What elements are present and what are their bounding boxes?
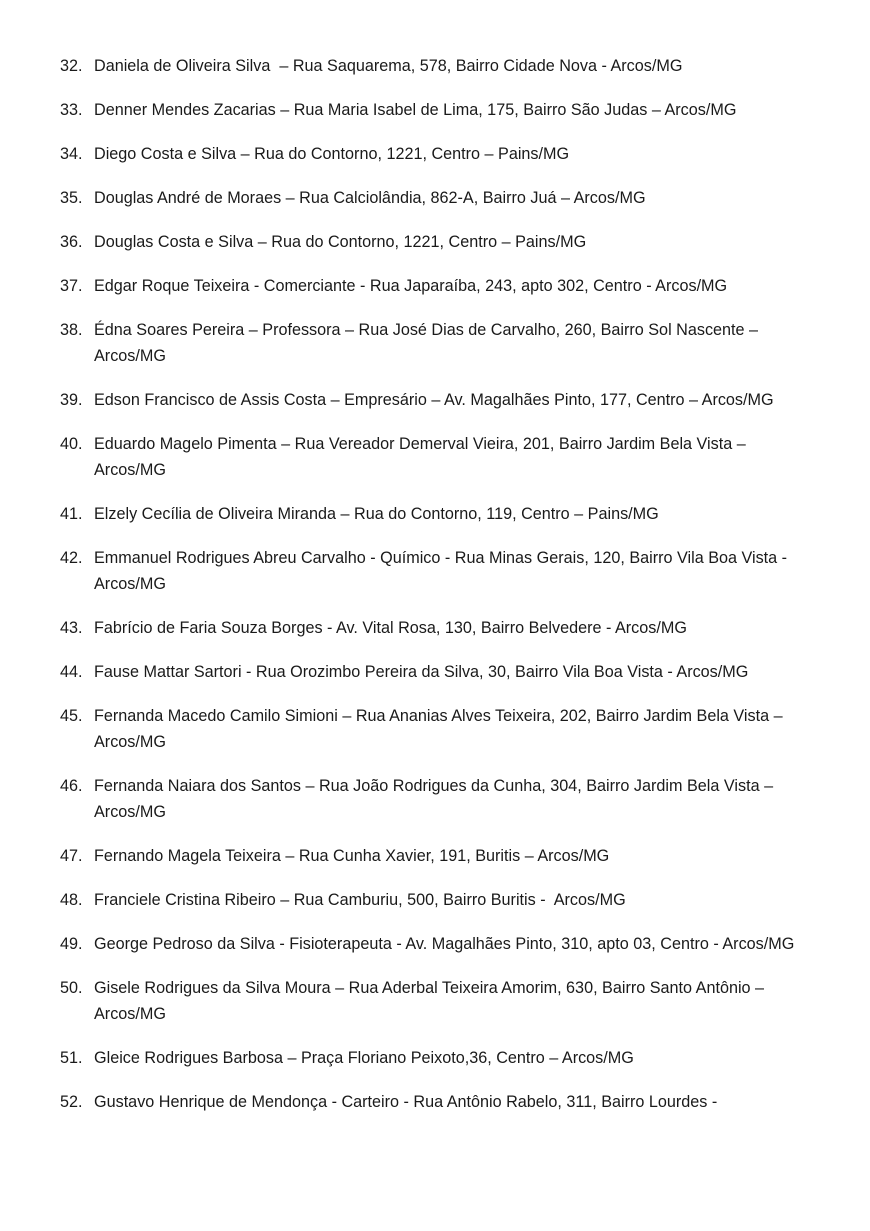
- item-text: Édna Soares Pereira – Professora – Rua José Dias de Carvalho, 260, Bairro Sol Nascente – Arcos/MG: [94, 321, 762, 365]
- item-text: Edgar Roque Teixeira - Comerciante - Rua Japaraíba, 243, apto 302, Centro - Arcos/MG: [94, 277, 728, 295]
- list-item: [60, 185, 820, 211]
- item-number: 45.: [60, 707, 83, 725]
- item-number: 46.: [60, 777, 83, 795]
- list-item: [60, 501, 820, 527]
- item-text: Franciele Cristina Ribeiro – Rua Camburiu, 500, Bairro Buritis - Arcos/MG: [94, 891, 626, 909]
- item-number: 43.: [60, 619, 83, 637]
- item-number: 35.: [60, 189, 83, 207]
- list-item: [60, 843, 820, 869]
- item-number: 48.: [60, 891, 83, 909]
- item-number: 47.: [60, 847, 83, 865]
- item-number: 42.: [60, 549, 83, 567]
- item-text: Fernando Magela Teixeira – Rua Cunha Xavier, 191, Buritis – Arcos/MG: [94, 847, 610, 865]
- item-number: 34.: [60, 145, 83, 163]
- list-item: [60, 431, 820, 483]
- item-number: 49.: [60, 935, 83, 953]
- item-text: Eduardo Magelo Pimenta – Rua Vereador Demerval Vieira, 201, Bairro Jardim Bela Vista – Arcos/MG: [94, 435, 750, 479]
- item-number: 36.: [60, 233, 83, 251]
- item-number: 38.: [60, 321, 83, 339]
- item-text: Emmanuel Rodrigues Abreu Carvalho - Químico - Rua Minas Gerais, 120, Bairro Vila Boa Vista - Arcos/MG: [94, 549, 791, 593]
- item-number: 44.: [60, 663, 83, 681]
- list-item: [60, 97, 820, 123]
- list-item: [60, 1089, 820, 1115]
- list-item: [60, 887, 820, 913]
- list-item: [60, 773, 820, 825]
- item-text: Denner Mendes Zacarias – Rua Maria Isabel de Lima, 175, Bairro São Judas – Arcos/MG: [94, 101, 737, 119]
- item-text: Diego Costa e Silva – Rua do Contorno, 1221, Centro – Pains/MG: [94, 145, 570, 163]
- item-text: Gustavo Henrique de Mendonça - Carteiro - Rua Antônio Rabelo, 311, Bairro Lourdes -: [94, 1093, 718, 1111]
- item-number: 32.: [60, 57, 83, 75]
- address-list: [60, 53, 820, 1133]
- item-number: 40.: [60, 435, 83, 453]
- item-text: Fabrício de Faria Souza Borges - Av. Vital Rosa, 130, Bairro Belvedere - Arcos/MG: [94, 619, 687, 637]
- list-item: [60, 615, 820, 641]
- item-number: 33.: [60, 101, 83, 119]
- list-item: [60, 229, 820, 255]
- item-text: Gleice Rodrigues Barbosa – Praça Floriano Peixoto,36, Centro – Arcos/MG: [94, 1049, 634, 1067]
- list-item: [60, 141, 820, 167]
- item-text: Douglas Costa e Silva – Rua do Contorno, 1221, Centro – Pains/MG: [94, 233, 587, 251]
- item-text: Fernanda Naiara dos Santos – Rua João Rodrigues da Cunha, 304, Bairro Jardim Bela Vista – Arcos/MG: [94, 777, 777, 821]
- item-text: George Pedroso da Silva - Fisioterapeuta - Av. Magalhães Pinto, 310, apto 03, Centro - Arcos/MG: [94, 935, 795, 953]
- item-text: Gisele Rodrigues da Silva Moura – Rua Aderbal Teixeira Amorim, 630, Bairro Santo Antônio – Arcos/MG: [94, 979, 768, 1023]
- item-number: 52.: [60, 1093, 83, 1111]
- list-item: [60, 659, 820, 685]
- list-item: [60, 53, 820, 79]
- item-text: Elzely Cecília de Oliveira Miranda – Rua do Contorno, 119, Centro – Pains/MG: [94, 505, 659, 523]
- item-number: 50.: [60, 979, 83, 997]
- list-item: [60, 1045, 820, 1071]
- list-item: [60, 317, 820, 369]
- item-text: Fernanda Macedo Camilo Simioni – Rua Ananias Alves Teixeira, 202, Bairro Jardim Bela Vista – Arcos/MG: [94, 707, 787, 751]
- item-number: 37.: [60, 277, 83, 295]
- list-item: [60, 975, 820, 1027]
- item-text: Fause Mattar Sartori - Rua Orozimbo Pereira da Silva, 30, Bairro Vila Boa Vista - Arcos/MG: [94, 663, 749, 681]
- item-text: Daniela de Oliveira Silva – Rua Saquarema, 578, Bairro Cidade Nova - Arcos/MG: [94, 57, 683, 75]
- list-item: [60, 931, 820, 957]
- list-item: [60, 273, 820, 299]
- item-text: Douglas André de Moraes – Rua Calciolândia, 862-A, Bairro Juá – Arcos/MG: [94, 189, 646, 207]
- item-number: 51.: [60, 1049, 83, 1067]
- item-text: Edson Francisco de Assis Costa – Empresário – Av. Magalhães Pinto, 177, Centro – Arcos/MG: [94, 391, 774, 409]
- list-item: [60, 387, 820, 413]
- list-item: [60, 545, 820, 597]
- item-number: 41.: [60, 505, 83, 523]
- list-item: [60, 703, 820, 755]
- item-number: 39.: [60, 391, 83, 409]
